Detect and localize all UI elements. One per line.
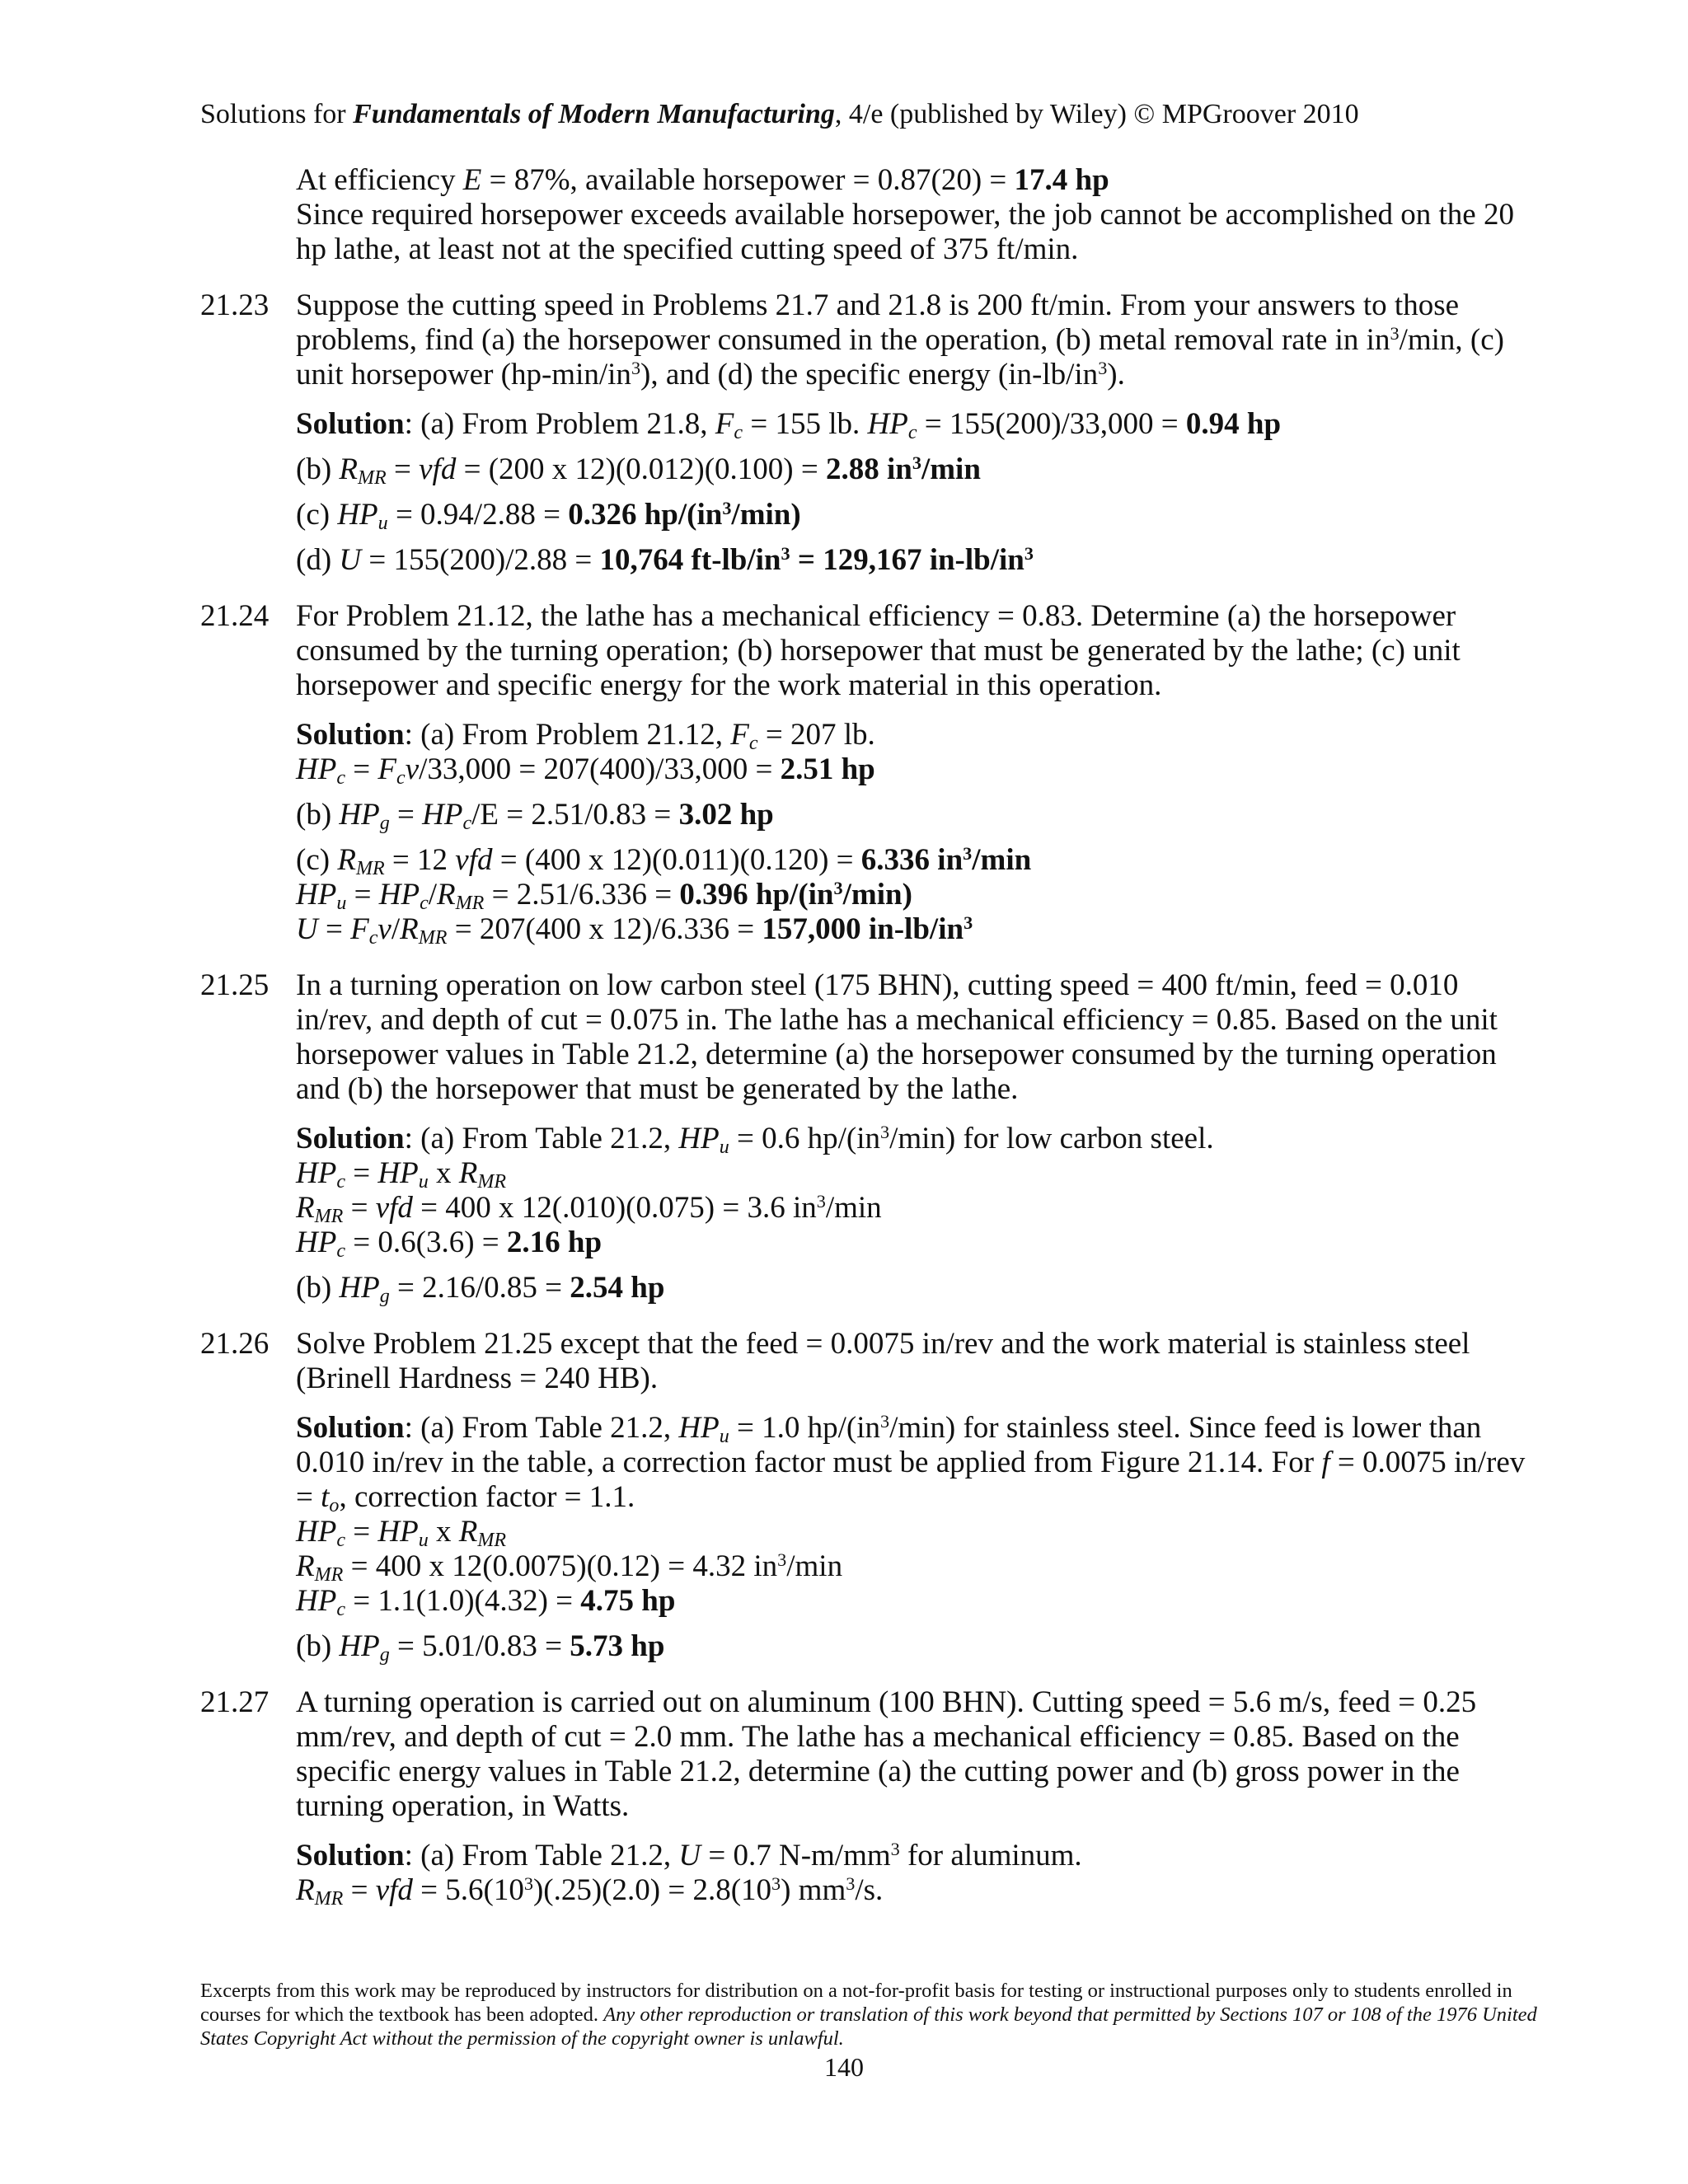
problem-21-23 xyxy=(200,288,1527,578)
page-number: 140 xyxy=(824,2052,864,2082)
solution-line: (b) $HP_g = 5.01/0.83 = 5.73$ hp xyxy=(296,1629,665,1666)
page-header: Solutions for Fundamentals of Modern Manufacturing, 4/e (published by Wiley) © MPGroover 2010 xyxy=(200,99,1359,129)
solution-line: $HP_c = 1.1(1.0)(4.32) = 4.75$ hp xyxy=(296,1584,676,1620)
problem-statement: For Problem 21.12, the lathe has a mechanical efficiency = 0.83. Determine (a) the horsepower consumed by the turning operation; (b) horsepower that must be generated by the lathe; (c) unit horsepower and specific energy for the work material in this operation. xyxy=(296,599,1461,702)
problem-number: 21.25 xyxy=(200,968,270,1002)
solution-line: $HP_c = HP_u$ x $R_{MR}$ xyxy=(296,1515,507,1551)
page-body xyxy=(200,163,1527,1908)
solution-line: Solution: (a) From Problem 21.8, $F_c = 155$ lb. $HP_c = 155(200)/33,000 = 0.94$ hp xyxy=(296,407,1282,443)
problem-number: 21.23 xyxy=(200,288,270,322)
solution-line: Solution: (a) From Table 21.2, $HP_u = 0.6$ $hp/(in^3/\min)$ for low carbon steel. xyxy=(296,1121,1214,1158)
problem-statement: Solve Problem 21.25 except that the feed = 0.0075 in/rev and the work material is stainless steel (Brinell Hardness = 240 HB). xyxy=(296,1327,1470,1395)
problem-21-25 xyxy=(200,968,1527,1305)
problem-number: 21.26 xyxy=(200,1327,270,1361)
solution-line: Solution: (a) From Problem 21.12, $F_c = 207$ lb. xyxy=(296,718,875,754)
copyright-footer: Excerpts from this work may be reproduced by instructors for distribution on a not-for-profit basis for testing or instructional purposes only to students enrolled in courses for which the textbook has been adopted. Any other reproduction or translation of this work beyond that permitted by Sections 107 or 108 of the 1976 United States Copyright Act without the permission of the copyright owner is unlawful. xyxy=(200,1980,1537,2050)
problem-number: 21.24 xyxy=(200,599,270,633)
carryover-text xyxy=(296,163,1527,267)
problem-statement: In a turning operation on low carbon steel (175 BHN), cutting speed = 400 ft/min, feed = 0.010 in/rev, and depth of cut = 0.075 in. The lathe has a mechanical efficiency = 0.85. Based on the unit horsepower values in Table 21.2, determine (a) the horsepower consumed by the turning operation and (b) the horsepower that must be generated by the lathe. xyxy=(296,968,1498,1106)
problem-21-27 xyxy=(200,1685,1527,1908)
problem-statement: A turning operation is carried out on aluminum (100 BHN). Cutting speed = 5.6 m/s, feed = 0.25 mm/rev, and depth of cut = 2.0 mm. The lathe has a mechanical efficiency = 0.85. Based on the specific energy values in Table 21.2, determine (a) the cutting power and (b) gross power in the turning operation, in Watts. xyxy=(296,1685,1477,1823)
solution-line: $HP_c = F_cv/33,000 = 207(400)/33,000 = 2.51$ hp xyxy=(296,752,875,789)
problem-21-24 xyxy=(200,599,1527,947)
solution-line: (b) $HP_g = 2.16/0.85 = 2.54$ hp xyxy=(296,1271,665,1307)
solution-line: (c) $HP_u = 0.94/2.88 = 0.326$ $hp/(in^3/\min)$ xyxy=(296,497,801,534)
solution-line: Solution: (a) From Table 21.2, $HP_u = 1.0$ $hp/(in^3/\min)$ for stainless steel. Since feed is lower than 0.010 in/rev in the table, a correction factor must be applied from Figure 21.14. For f = 0.0075 $in/rev = t_o$, correction factor = 1.1. xyxy=(296,1410,1526,1516)
conclusion-line: Since required horsepower exceeds available horsepower, the job cannot be accomplished on the 20 hp lathe, at least not at the specified cutting speed of 375 ft/min. xyxy=(296,198,1514,266)
problem-number: 21.27 xyxy=(200,1685,270,1719)
solution-line: $R_{MR}$ = vfd = 400 x 12(.010)(0.075) = 3.6 $in^3/\min$ xyxy=(296,1190,882,1227)
solution-line: (d) U = 155(200)/2.88 = 10,764 $ft-lb/in^3 = 129,167$ $in-lb/in^3$ xyxy=(296,542,1034,577)
solution-line: $R_{MR} = 400$ x 12(0.0075)(0.12) = 4.32 $in^3/\min$ xyxy=(296,1549,843,1586)
solution-line: Solution: (a) From Table 21.2, U = 0.7 $N-m/mm^3$ for aluminum. xyxy=(296,1838,1082,1872)
solution-line: $HP_c = HP_u$ x $R_{MR}$ xyxy=(296,1156,507,1193)
solution-line: (b) $R_{MR}$ = vfd = (200 x 12)(0.012)(0.100) = 2.88 $in^3/\min$ xyxy=(296,452,981,489)
problem-21-26 xyxy=(200,1327,1527,1664)
problem-statement: Suppose the cutting speed in Problems 21.7 and 21.8 is 200 ft/min. From your answers to those problems, find (a) the horsepower consumed in the operation, (b) metal removal rate in $in^3/\min$, (c) unit horsepower $(hp-\min/in^3)$, and (d) the specific energy $(in-lb/in^3)$. xyxy=(296,288,1504,391)
solution-line: $R_{MR}$ = vfd = $5.6(10^3)(.25)(2.0) = 2.8(10^3)$ $mm^3/s$. xyxy=(296,1872,884,1910)
efficiency-line: At efficiency E = 87%, available horsepower = 0.87(20) = 17.4 hp xyxy=(296,163,1109,197)
solution-line: (c) $R_{MR} = 12$ vfd = (400 x 12)(0.011)(0.120) = 6.336 $in^3/\min$ xyxy=(296,842,1032,879)
solution-line: (b) $HP_g = HP_c/E = 2.51/0.83 = 3.02$ hp xyxy=(296,798,774,834)
solution-line: $U = F_cv/R_{MR} = 207(400$ x 12)/6.336 = 157,000 $in-lb/in^3$ xyxy=(296,912,973,949)
solution-line: $HP_u = HP_c/R_{MR} = 2.51/6.336 = 0.396$ $hp/(in^3/\min)$ xyxy=(296,877,912,914)
solution-line: $HP_c = 0.6(3.6) = 2.16$ hp xyxy=(296,1226,603,1262)
